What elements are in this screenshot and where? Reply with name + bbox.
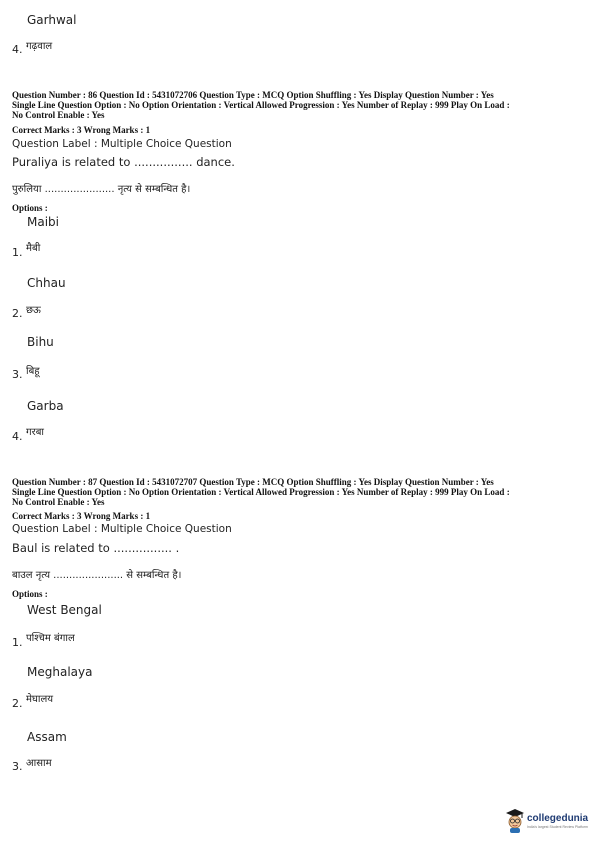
option-text-hindi: मेघालय [26, 694, 54, 705]
option-text-english: Chhau [27, 276, 66, 290]
collegedunia-logo [505, 808, 591, 836]
question-marks: Correct Marks : 3 Wrong Marks : 1 [12, 125, 151, 135]
question-text-hindi: बाउल नृत्य ...................... से सम्बन्धित है। [12, 570, 182, 581]
option-text-english: Garba [27, 399, 64, 413]
question-text-english: Baul is related to ................ . [12, 541, 180, 555]
question-meta-line: Question Number : 87 Question Id : 5431072707 Question Type : MCQ Option Shuffling : Yes Display Question Number : Yes [12, 477, 494, 487]
logo-wordmark: collegedunia [527, 813, 589, 824]
option-number: 2. [12, 697, 23, 710]
option-text-english: Assam [27, 730, 67, 744]
option-text-hindi: आसाम [26, 758, 52, 769]
options-heading: Options : [12, 203, 48, 213]
logo-tagline: India's largest Student Review Platform [527, 825, 588, 829]
option-text-hindi: छऊ [26, 305, 41, 316]
question-text-hindi: पुरुलिया ...................... नृत्य से सम्बन्धित है। [12, 184, 191, 195]
question-meta-line: No Control Enable : Yes [12, 497, 105, 507]
option-text-english: Meghalaya [27, 665, 93, 679]
question-text-english: Puraliya is related to ................ dance. [12, 155, 235, 169]
question-meta-line: Single Line Question Option : No Option Orientation : Vertical Allowed Progression : Yes Number of Replay : 999 Play On Load : [12, 487, 510, 497]
question-meta-line: No Control Enable : Yes [12, 110, 105, 120]
option-text-english: West Bengal [27, 603, 102, 617]
question-meta-line: Single Line Question Option : No Option Orientation : Vertical Allowed Progression : Yes Number of Replay : 999 Play On Load : [12, 100, 510, 110]
mascot-icon [505, 808, 525, 834]
question-meta-line: Question Number : 86 Question Id : 5431072706 Question Type : MCQ Option Shuffling : Yes Display Question Number : Yes [12, 90, 494, 100]
option-number: 1. [12, 246, 23, 259]
option-text-hindi: पश्चिम बंगाल [26, 633, 75, 644]
option-text-hindi: मैबी [26, 243, 41, 254]
option-text-hindi: गढ़वाल [26, 41, 53, 52]
options-heading: Options : [12, 589, 48, 599]
option-text-hindi: गरबा [26, 427, 45, 438]
option-number: 4. [12, 43, 23, 56]
option-text-english: Bihu [27, 335, 54, 349]
question-label: Question Label : Multiple Choice Question [12, 523, 232, 535]
option-number: 1. [12, 636, 23, 649]
option-number: 4. [12, 430, 23, 443]
option-number: 2. [12, 307, 23, 320]
question-marks: Correct Marks : 3 Wrong Marks : 1 [12, 511, 151, 521]
option-text-english: Garhwal [27, 13, 77, 27]
option-number: 3. [12, 760, 23, 773]
option-text-hindi: बिहू [26, 366, 40, 377]
question-label: Question Label : Multiple Choice Question [12, 138, 232, 150]
option-text-english: Maibi [27, 215, 59, 229]
option-number: 3. [12, 368, 23, 381]
